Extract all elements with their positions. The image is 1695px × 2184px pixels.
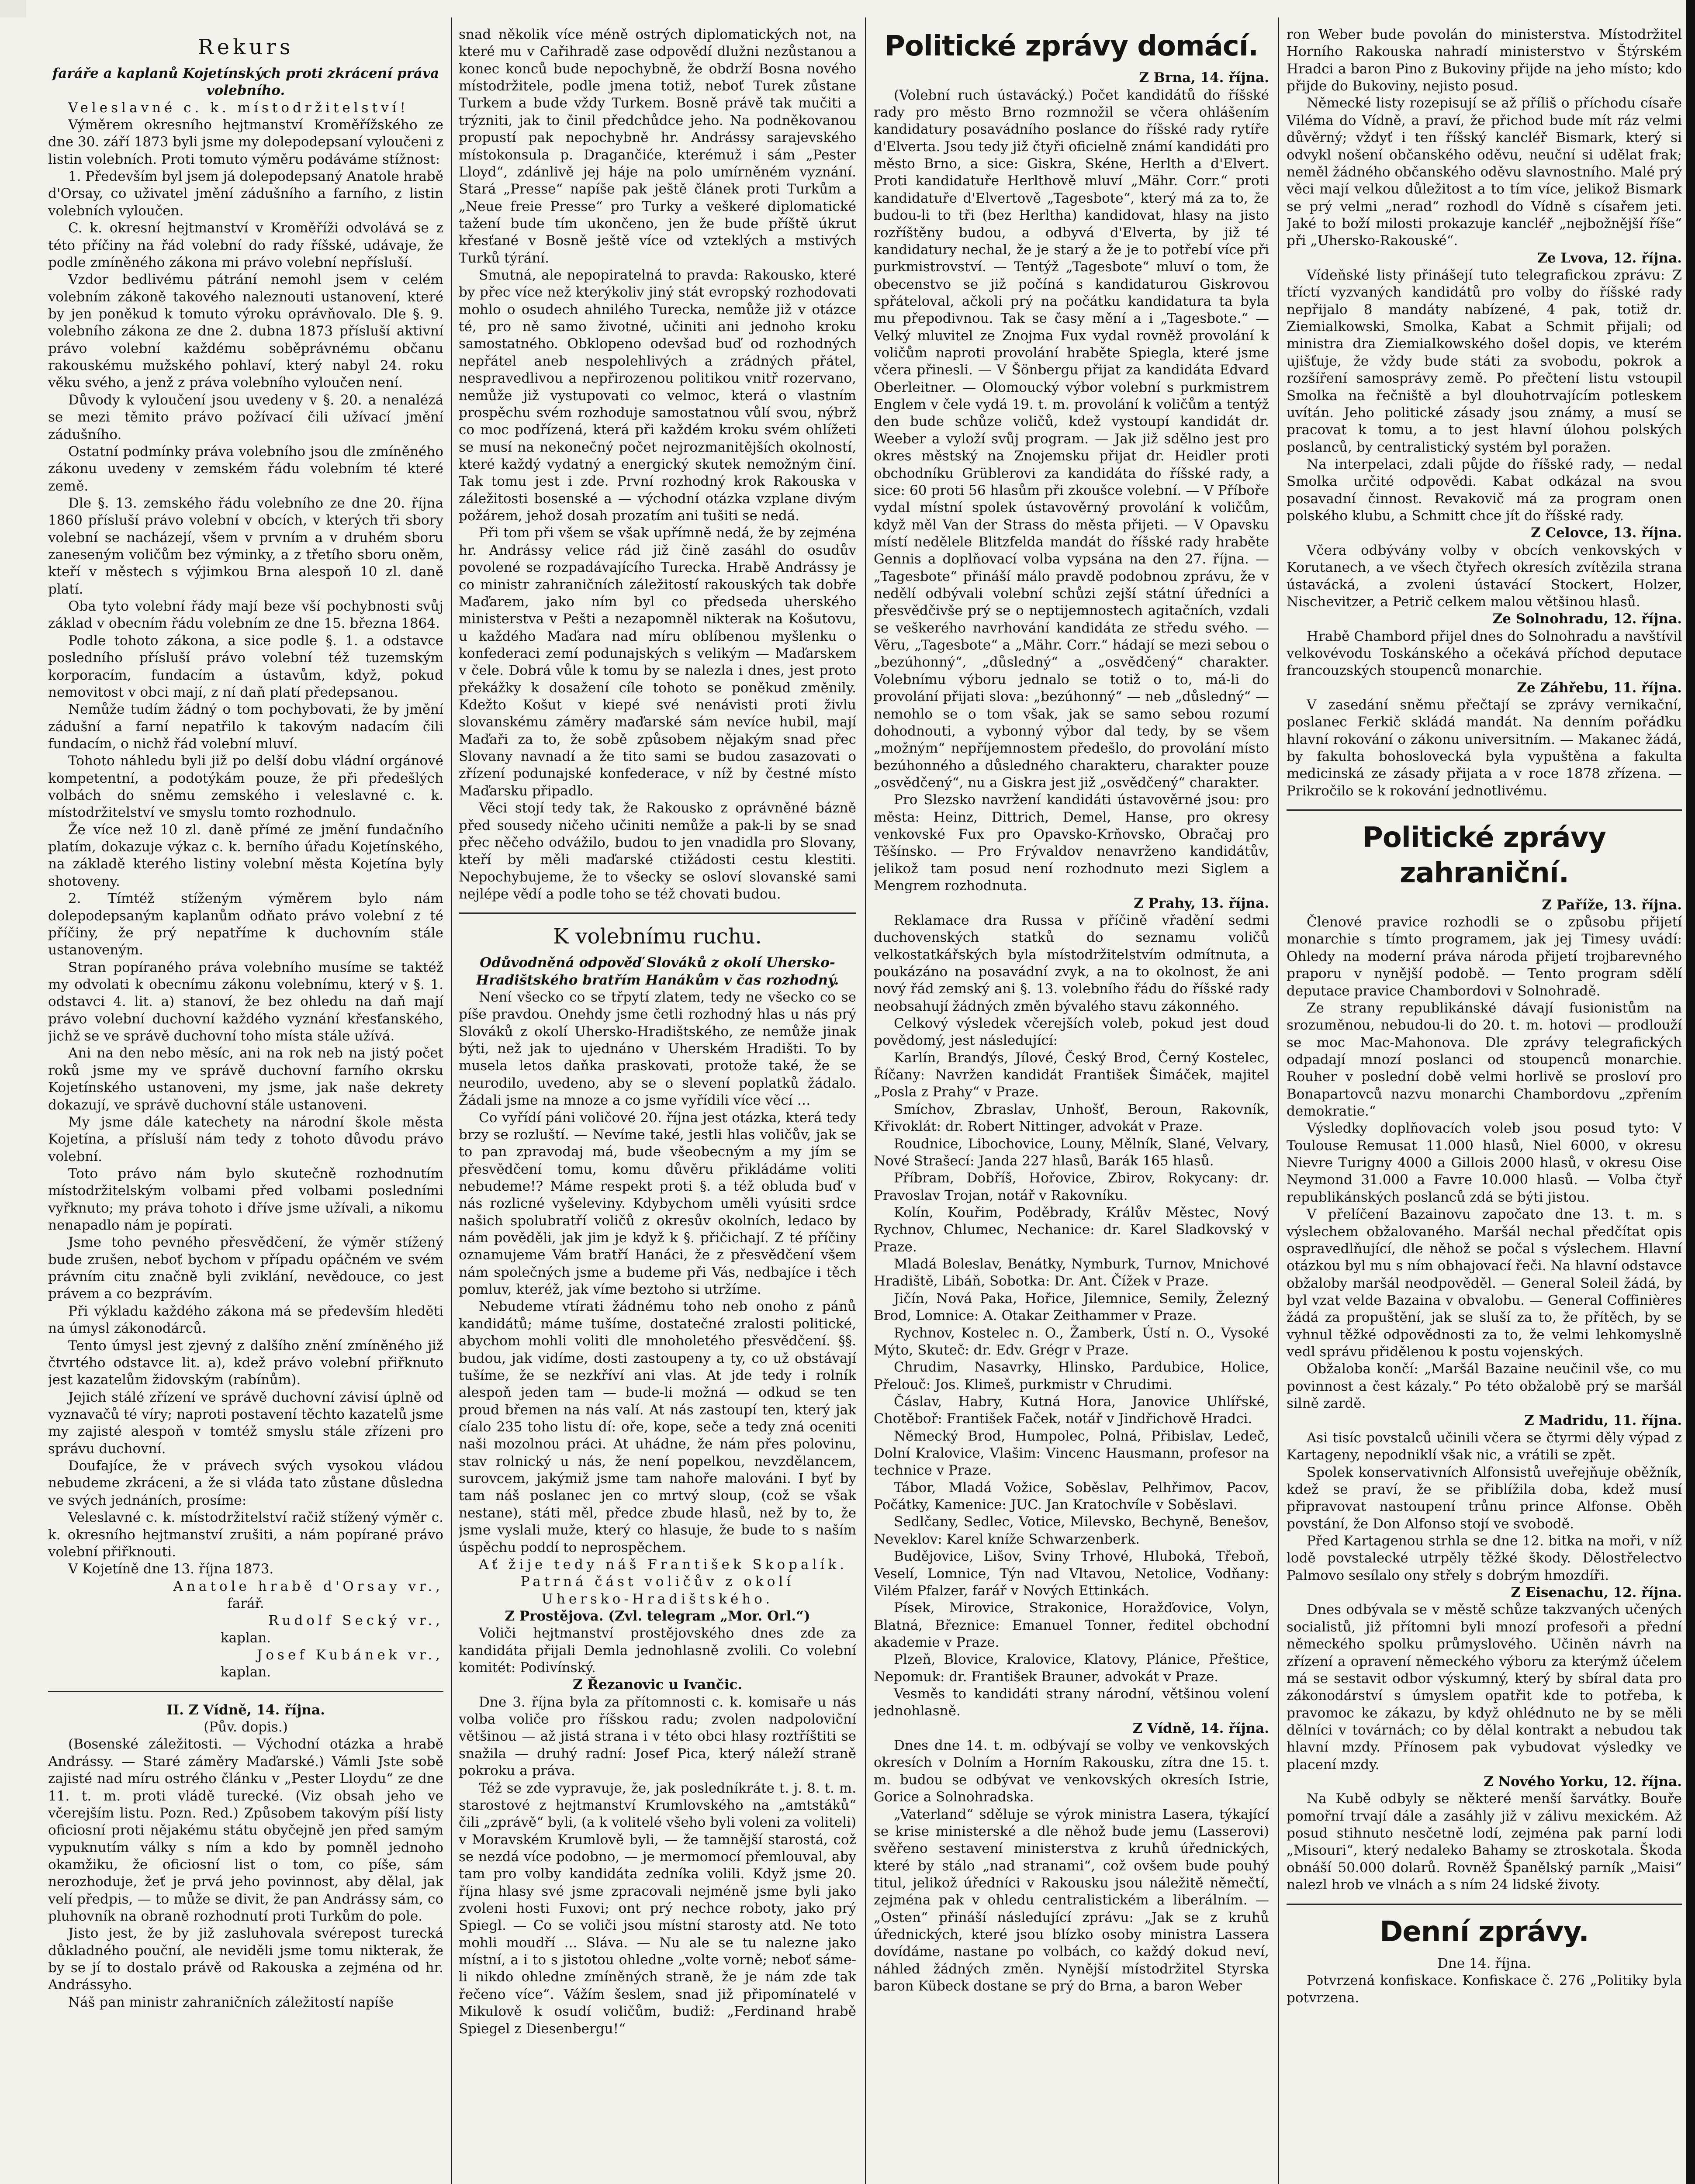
column-rule xyxy=(451,17,452,2184)
paragraph: Voliči hejtmanství prostějovského dnes zde za kandidáta přijali Demla jednohlasně zvolili. Co volební komitét: Podivínský. xyxy=(459,1625,856,1676)
paragraph: Celkový výsledek včerejších voleb, pokud jest doud povědomý, jest následující: xyxy=(874,1016,1269,1049)
divider xyxy=(48,1691,443,1692)
paragraph: Nebudeme vtírati žádnému toho neb onoho z pánů kandidátů; máme tušíme, dostatečné zralosti politické, abychom mohli voliti dle mnoholetého přesvědčení. §§. budou, jak vidíme, dosti zastoupeny a ty, co už obstávají tušíme, že se nezkříví ani vlas. At jde tedy i rolník alespoň jeden tam — bude-li možná — odkud se ten proud břemen na nás valí. At nás zastoupí ten, který jak cíalo 235 toho listu dí: oře, kope, seče a tedy zná oceniti naši mozolnou práci. At uhádne, že nám přes polovinu, stav rolnický u nás, že není popelkou, nevzdělancem, surovcem, jakýmiž jsme tam nahoře malováni. I byť by tam náš poslanec jen co mrtvý sloup, (což se však nestane), státi měl, předce zbude hlasů, než by to, že jsme vyslali muže, který co hlasuje, že bude to s naším úspěchu poddí to neprospěchem. xyxy=(459,1299,856,1555)
divider xyxy=(1287,1904,1682,1905)
column-4 xyxy=(1287,26,1682,2184)
paragraph: Dnes odbývala se v městě schůze takzvaných učených socialistů, již přítomni byli mnozí profesoři a přední německého spolku průmyslového. Učiněn návrh na zřízení a opravení německého výboru za kterýmž účelem má se sestavit odbor výskumný, který by sbíral data pro zákonodárství s úmyslem opatřit kde to potřeba, k pravomoc ke zákazu, by když ohlédnuto ne by se měli dělníci v továrnách; co by dělal kontrakt a nebudou tak hlavní mzdy. Přínosem pak vybudovat výsledky ve placení mzdy. xyxy=(1287,1602,1682,1773)
dateline: Z Brna, 14. října. xyxy=(1139,70,1269,86)
paragraph: (Volební ruch ústavácký.) Počet kandidátů do říšské rady pro město Brno rozmnožil se včera ohlášením kandidatury posavádního poslance do říšské rady rytíře d'Elverta. Jsou tedy již čtyři oficielně známí kandidáti pro město Brno, a sice: Giskra, Skéne, Herlth a d'Elvert. Proti kandidatuře Herlthově mluví „Mähr. Corr.“ proti kandidatuře d'Elvertově „Tagesbote“, který má za to, že budou-li to tři (bez Herltha) kandidovat, hlasy na jisto rozříštěny budou, a odbyvá d'Elverta, by již té kandidatury nechal, že je starý a že je to potřebí více při purkmistrovství. — Tentýž „Tagesbote“ mluví o tom, že obecenstvo se již počíná s kandidaturou Giskrovou spřáteloval, ačkoli prý na počátku kandidatura ta byla mu přepodivnou. Tak se časy mění a i „Tagesbote.“ — Velký mluvitel ze Znojma Fux vydal rovněž provolání k voličům naproti provolání hraběte Spiegla, které jsme včera přinesli. — V Šönbergu přijat za kandidáta Edvard Oberleitner. — Olomoucký výbor volební s purkmistrem Englem v čele vydá 19. t. m. provolání k voličům a tentýž den bude schůze voličů, kdež vystoupí kandidát dr. Weeber a vyloží svůj program. — Jak již sdělno jest pro okres městský na Znojemsku přijat dr. Heidler proti obchodníku Grüblerovi za kandidáta do říšské rady, a sice: 60 proti 56 hlasům při zkoušce volební. — V Příboře vydal místní spolek ústavověrný provolání k voličům, když měl Van der Strass do města přijeti. — V Opavsku místí nedělele Blitzfelda mandát do říšské rady hraběte Gennis a doplňovací volba vypsána na den 27. října. — „Tagesbote“ přináší málo pravdě podobnou zprávu, že v nedělí odbývali volební schůzi zejší státní úředníci a přesvědčivše prý se o neptijemnostech agitačních, vzdali se veškerého navrhování kandidáta ze středu svého. — Věru, „Tagesbote“ a „Mähr. Corr.“ hádají se mezi sebou o „bezúhonný“, „důsledný“ a „osvědčený“ charakter. Volebnímu výboru jednalo se totiž o to, má-li do provolání přijati slova: „bezúhonný“ — neb „důsledný“ — nemohlo se o tom však, jak se samo sebou rozumí dohodnouti, a vybonný výbor dal tedy, by se všem „možným“ nepříjemnostem předešlo, do provolání místo bezúhonného a důsledného charakteru, charakter pouze „osvědčený“, nu a Giskra jest již „osvědčený“ charakter. xyxy=(874,87,1269,791)
paragraph: Vzdor bedlivému pátrání nemohl jsem v celém volebním zákoně takového naleznouti ustanovení, které by jen poněkud k tomuto výroku oprávňovalo. Dle §. 9. volebního zákona ze dne 2. dubna 1873 přísluší aktivní právo volební každému soběprávnému občanu rakouskému mužského pohlaví, který nabyl 24. roku věku svého, a jenž z práva volebního vyloučen není. xyxy=(48,272,443,391)
paragraph: Příbram, Dobříš, Hořovice, Zbirov, Rokycany: dr. Pravoslav Trojan, notář v Rakovníku. xyxy=(874,1170,1269,1203)
dateline: Dne 14. října. xyxy=(1437,1955,1531,1971)
paragraph: Včera odbývány volby v obcích venkovských v Korutanech, a ve všech čtyřech okresích zvítězila strana ústavácká, a zvoleni ústavácí Stockert, Holzer, Nischevitzer, a Petrič celkem malou většinou hlasů. xyxy=(1287,542,1682,610)
paragraph: Dnes dne 14. t. m. odbývají se volby ve venkovských okresích v Dolním a Horním Rakousku, zítra dne 15. t. m. budou se odbývat ve venkovských okresích Istrie, Gorice a Solnohradska. xyxy=(874,1738,1269,1805)
dateline: Z Paříže, 13. října. xyxy=(1542,897,1682,913)
paragraph: Není všecko co se třpytí zlatem, tedy ne všecko co se píše pravdou. Onehdy jsme četli rozhodný hlas u nás prý Slováků z okolí Uhersko-Hradištského, ze nemůže jinak býti, než jak to ujednáno v Uherském Hradišti. To by musela letos daňka praskovati, protože také, že se neurodilo, uvedeno, aby se o slevení poplatků žádalo. Žádali jsme na mnoze a co jsme vyřídili více věcí … xyxy=(459,989,856,1109)
paragraph: Doufajíce, že v právech svých vysokou vládou nebudeme zkráceni, a že si vláda tato zůstane důsledna ve svých jednáních, prosíme: xyxy=(48,1458,443,1508)
signature-role: farář. xyxy=(227,1595,264,1611)
signature-role: kaplan. xyxy=(220,1664,271,1680)
dateline: Z Řezanovic u Ivančic. xyxy=(572,1677,743,1693)
rekurs-address: Veleslavné c. k. místodržitelství! xyxy=(68,100,409,116)
divider xyxy=(1287,809,1682,811)
dateline: V Kojetíně dne 13. října 1873. xyxy=(68,1561,274,1577)
paragraph: Německý Brod, Humpolec, Polná, Přibislav, Ledeč, Dolní Kralovice, Vlašim: Vincenc Hausmann, profesor na technice v Praze. xyxy=(874,1428,1269,1479)
paragraph: Veleslavné c. k. místodržitelství račiž stížený výměr c. k. okresního hejtmanství zrušiti, a nám popírané právo volební přiřknouti. xyxy=(48,1510,443,1560)
paragraph: Obžaloba končí: „Maršál Bazaine neučinil vše, co mu povinnost a čest kázaly.“ Po této obžalobě prý se maršál silně zardě. xyxy=(1287,1361,1682,1412)
paragraph: „Vaterland“ sděluje se výrok ministra Lasera, týkající se krise ministerské a dle něhož bude jemu (Lasserovi) svěřeno sestavení ministerstva z kruhů úřednických, které by stálo „nad stranami“, což ovšem bude pouhý titul, jelikož úředníci v Rakousku jsou náležitě němečtí, zejména pak v ohledu centralistickém a liberálním. — „Osten“ přináší následující zprávu: „Jak se z kruhů úřednických, které jsou blízko osoby ministra Lassera dovídáme, nastane po volbách, co každý dokud neví, náhled žádných změn. Nynější místodržitel Styrska baron Kübeck dostane se prý do Brna, a baron Weber xyxy=(874,1806,1269,1994)
paragraph: Jsme toho pevného přesvědčení, že výměr stížený bude zrušen, neboť bychom v případu opáčném ve svém právním citu značně byli zviklání, nevědouce, co jest právem a co bezprávím. xyxy=(48,1234,443,1302)
paragraph: Na interpelaci, zdali půjde do říšské rady, — nedal Smolka určité odpovědi. Kabat odkázal na svou posavadní činnost. Revakovič má za program onen polského klubu, a Schmitt chce jít do říšské rady. xyxy=(1287,456,1682,524)
paragraph: Karlín, Brandýs, Jílové, Český Brod, Černý Kostelec, Říčany: Navržen kandidát František Šimáček, majitel „Posla z Prahy“ v Praze. xyxy=(874,1050,1269,1100)
paragraph: Též se zde vypravuje, že, jak posledníkráte t. j. 8. t. m. starostové z hejtmanství Krumlovského na „amtstáků“ čili „zprávě“ byli, (a k volitelé všeho byli voleni za voliteli) v Moravském Krumlově byli, — že tamnější starostá, což se nezdá více podobno, — je mermomocí přemlouval, aby tam pro volby kandidáta zedníka volili. Když jsme 20. října hlasy své jsme zpracovali nejméně jsme byli jako zvoleni hosti Fuxovi; ont prý nechce roboty, jako prý Spiegl. — Co se voliči jsou místní starosty atd. Ne toto mohli moudří ... Sláva. — Nu ale se tu nalezne jako místní, a i to s jistotou ohledne „volte vorně; neboť sáme-li nikdo ohledne zmíněných straně, že je nám zde tak řečeno více“. Vážím šeslem, snad již připomínatelé v Mikulově k osudí voličům, budiž: „Ferdinand hrabě Spiegel z Diesenbergu!“ xyxy=(459,1780,856,2037)
paragraph: 1. Především byl jsem já dolepodepsaný Anatole hrabě d'Orsay, co uživatel jmění zádušního a farního, z listin volebních vyloučen. xyxy=(48,169,443,219)
paragraph: Nemůže tudím žádný o tom pochybovati, že by jmění zádušní a farní nepatřilo k takovým nadacím čili fundacím, o nichž řád volební mluví. xyxy=(48,702,443,752)
paragraph: Pro Slezsko navržení kandidáti ústavověrné jsou: pro města: Heinz, Dittrich, Demel, Hanse, pro okresy venkovské Fux pro Opavsko-Krňovsko, Obračaj pro Těšínsko. — Pro Frývaldov nenavrženo kandidátův, jelikož tam posud není rozhodnuto mezi Siglem a Mengrem rozhodnuta. xyxy=(874,792,1269,894)
paragraph: Smutná, ale nepopiratelná to pravda: Rakousko, které by přec více než kterýkoliv jiný stát evropský rozhodovati mohlo o osudech ahnilého Turecka, nemůže již v otázce té, pro ně samo životné, učiniti ani jednoho kroku samostatného. Obklopeno odevšad buď od rozhodných nepřátel aneb nespolehlivých a zrádných přátel, nespravedlivou a nepřirozenou politikou vnitř rozervano, nemůže již vystupovati co velmoc, která o vlastním prospěchu svém rozhoduje samostatnou vůlí svou, nýbrž co moc podřízená, která při každém kroku svém ohlížeti se musí na nekonečný počet nejrozmanitějších okolností, které každý vydatný a energický skutek nemožným činí. Tak tomu jest i zde. První rozhodný krok Rakouska v záležitosti bosenské a — východní otázka vzplane divým požárem, jehož dosah prozatím ani tušiti se nedá. xyxy=(459,267,856,524)
paragraph: Asi tisíc povstalců učinili včera se čtyrmi děly výpad z Kartageny, nepodniklí však nic, a vrátili se zpět. xyxy=(1287,1430,1682,1463)
paragraph: Výměrem okresního hejtmanství Kroměřížského ze dne 30. září 1873 byli jsme my dolepodepsaní vyloučeni z listin volebních. Proti tomuto výměru podáváme stížnost: xyxy=(48,117,443,167)
paragraph: V přelíčení Bazainovu započato dne 13. t. m. s výslechem obžalovaného. Maršál nechal předčítat opis ospravedlňující, dle něhož se počal s výslechem. Hlavní otázkou byl mu s ním obhajovací řeči. Na hlavní odstavce obžaloby maršál neodpověděl. — General Soleil žádá, by byl vzat velde Bazaina v obvalobu. — General Coffinières žádá za propuštění, jak se sluší za to, že přítěch, by se vyhnul těžké odpovědnosti za to, že velmi lehkomyslně vedl správu přidělenou k postu vojenských. xyxy=(1287,1206,1682,1360)
paragraph: Náš pan ministr zahraničních záležitostí napíše xyxy=(68,1994,394,2010)
section-title: K volebnímu ruchu. xyxy=(553,924,762,949)
paragraph: Před Kartagenou strhla se dne 12. bitka na moři, v níž lodě povstalecké utrpěly těžké škody. Dělostřelectvo Palmovo sesílalo ony střely s dobrým hmozdíři. xyxy=(1287,1533,1682,1583)
rekurs-heading: Rekurs xyxy=(197,35,294,59)
paragraph: Při tom při všem se však upřímně nedá, že by zejména hr. Andrássy velice rád již čině zasáhl do osudův povolené se rozpadávajícího Turecka. Hrabě Andrássy je co ministr zahraničních záležitostí rakouských tak dobře Maďarem, jako ním byl co předseda uherského ministerstva v Pešti a nezapomněl nikterak na Košutovu, u každého Maďara nad míru oblíbenou myšlenku o konfederaci zemí podunajských s velikým — Maďarskem v čele. Dobrá vůle k tomu by se nalezla i dnes, jest proto překážky k dosažení cíle tohoto se poněkud změnily. Kdežto Košut v kiepé své nenávisti proti živlu slovanskému záměry maďarské sám nevíce hubil, mají Maďaři za to, že sobě způsobem nějakým snad přec Slovany navnadí a že tito sami se budou zasazovati o zřízení podunajské konfederace, v níž by čestné místo Maďarsku připadlo. xyxy=(459,525,856,799)
column-2 xyxy=(459,26,856,2184)
dateline: Ze Lvova, 12. října. xyxy=(1537,250,1682,266)
dateline: Z Madridu, 11. října. xyxy=(1524,1413,1682,1429)
divider xyxy=(459,912,856,914)
paragraph: Rychnov, Kostelec n. O., Žamberk, Ústí n. O., Vysoké Mýto, Skuteč: dr. Edv. Grégr v Praze. xyxy=(874,1325,1269,1358)
paragraph: Vídeňské listy přinášejí tuto telegrafickou zprávu: Z tříctí vyzvaných kandidátů pro volby do říšské rady nepřijalo 8 mandáty nabízené, 4 pak, totiž dr. Ziemialkowski, Smolka, Kabat a Schmit přijali; od ministra dra Ziemialkowského došel dopis, ve kterém ujišťuje, že vždy bude státi za svobodu, pokrok a rozšíření samosprávy země. Po přečtení listu vstoupil Smolka na řečniště a byl dlouhotrvajícím potleskem uvítán. Jeho politické zásady jsou známy, a musí se pracovat k tomu, a to jest hlavní úlohou polských poslanců, by centralistický systém byl poražen. xyxy=(1287,267,1682,455)
paragraph: Ostatní podmínky práva volebního jsou dle zmíněného zákonu uvedeny v zemském řádu volebním té které země. xyxy=(48,443,443,494)
paragraph: Že více než 10 zl. daně přímé ze jmění fundačního platím, dokazuje výkaz c. k. berního úřadu Kojetínského, na základě kterého listiny volební města Kojetína byly shotoveny. xyxy=(48,822,443,889)
paragraph: Na Kubě odbyly se některé menší šarvátky. Bouře pomořní trvají dále a zasáhly již v zálivu mexickém. Až posud stihnuto nesčetně lodí, zejména pak parní lodi „Misouri“, který nedaleko Bahamy se ztroskotala. Škoda obnáší 50.000 dolarů. Rovněž Španělský parník „Maisi“ nalezl hrob ve vlnách a s ním 24 lidské životy. xyxy=(1287,1791,1682,1893)
dateline: Z Celovce, 13. října. xyxy=(1531,525,1682,541)
paragraph: 2. Tímtéž stíženým výměrem bylo nám dolepodepsaným kaplanům odňato právo volební z té příčiny, že prý nepatříme k duchovním stále ustanoveným. xyxy=(48,891,443,958)
signature: Josef Kubánek vr., xyxy=(256,1647,443,1663)
rekurs-subheading: farářе a kaplanů Kojetínských proti zkrácení práva volebního. xyxy=(52,65,439,99)
paragraph: (Bosenské záležitosti. — Východní otázka a hrabě Andrássy. — Staré záměry Maďarské.) Vámli Jste sobě zajisté nad míru ostrého článku v „Pester Lloydu“ ze dne 11. t. m. proti vládě turecké. (Viz obsah jeho ve včerejším listu. Pozn. Red.) Způsobem takovým píší listy oficiosní proti nějakému státu obyčejně jen před samým vypuknutím války s ním a kdo by pomněl jednoho okamžiku, že oficiosní list o tom, co píše, sám nerozhoduje, žeť je prvá jeho povinnost, aby dělal, jak velí předpis, — to může se divit, že pan Andrássy sám, co pluhovník na obraně rozhodnutí proti Turkům do pole. xyxy=(48,1736,443,1925)
paragraph: Jejich stálé zřízení ve správě duchovní závisí úplně od vyznavačů té víry; naproti postavení těchto kazatelů jsme my zajisté alespoň v tomtéž smyslu stále zřízeni pro správu duchovní. xyxy=(48,1389,443,1457)
paragraph: Německé listy rozepisují se až příliš o příchodu císaře Viléma do Vídně, a praví, že přichod bude mít ráz velmi důvěrný; vždyť i ten říšský kancléř Bismark, který si odvykl nošení občanského oděvu, neuční si udělat frak; neměl žádného občanského oděvu slavnostního. Malé prý věci mají velkou důležitost a to tím více, jelikož Bismark se prý velmi „nerad“ rozhodl do Vídně s císařem jeti. Jaké to boží milosti prokazuje kancléř „nejbožnější říše“ při „Uhersko-Rakouské“. xyxy=(1287,95,1682,249)
paragraph: Výsledky doplňovacích voleb jsou posud tyto: V Toulouse Remusat 11.000 hlasů, Niel 6000, v okresu Nievre Turigny 4000 a Gillois 2000 hlasů, v okresu Oise Neymond 31.000 a Favre 10.000 hlasů. — Volba čtyř republikánských poslanců zdá se býti jistou. xyxy=(1287,1120,1682,1205)
paragraph: Členové pravice rozhodli se o způsobu přijetí monarchie s tímto programem, jak jej Timesy uvádí: Ohledy na moderní práva národa přijetí trojbarevného praporu v nynější podobě. — Tento program sdělí deputace pravice Chambordovi v Solnohradě. xyxy=(1287,914,1682,999)
section-heading: Denní zprávy. xyxy=(1380,1915,1589,1948)
signature: Patrná část voličův z okolí xyxy=(520,1574,795,1590)
paragraph: Při výkladu každého zákona má se především hleděti na úmysl zákonodárců. xyxy=(48,1303,443,1337)
paragraph: Ze strany republikánské dávají fusionistům na srozuměnou, nebudou-li do 20. t. m. hotovi — prodlouží se moc Mac-Mahonova. Dle zprávy telegrafických odpadají mnozí poslanci od stoupenců monarchie. Rouher v poslední době velmi horlivě se prosloví pro Bonapartovců nazvu monarchi Chambordovu „zpřením demokratie.“ xyxy=(1287,1000,1682,1120)
paragraph: Stran popíraného práva volebního musíme se taktéž my odvolati k obecnímu zákonu volebnímu, který v §. 1. odstavci 4. lit. a) stanoví, že bez ohledu na daň mají právo volební duchovní každého vyznání křesťanského, jichž se ve správě duchovní toho místa stále užívá. xyxy=(48,959,443,1044)
paragraph: Ať žije tedy náš František Skopalík. xyxy=(479,1556,848,1572)
paragraph: Hrabě Chambord přijel dnes do Solnohradu a navštívil velkovévodu Toskánského a očekává příchod deputace francouzských stoupenců monarchie. xyxy=(1287,628,1682,679)
scan-edge xyxy=(1686,0,1695,2184)
paragraph: Toto právo nám bylo skutečně rozhodnutím místodržitelským volbami před volbami posledními vyřknuto; my práva tohoto i dříve jsme užívali, a nikomu nenapadlo nám je popírati. xyxy=(48,1165,443,1234)
column-3 xyxy=(874,26,1269,2184)
paragraph: Potvrzená konfiskace. Konfiskace č. 276 „Politiky byla potvrzena. xyxy=(1287,1973,1682,2006)
dateline-note: (Pův. dopis.) xyxy=(204,1719,288,1735)
paragraph: ron Weber bude povolán do ministerstva. Místodržitel Horního Rakouska nahradí ministerstvo v Štýrském Hradci a baron Pino z Bukoviny přijde na jeho místo; kdo přijde do Bukoviny, nejisto posud. xyxy=(1287,27,1682,94)
paragraph: Písek, Mirovice, Strakonice, Horažďovice, Volyn, Blatná, Březnice: Emanuel Tonner, ředitel obchodní akademie v Praze. xyxy=(874,1600,1269,1650)
dateline: Z Vídně, 14. října. xyxy=(1132,1720,1269,1736)
section-heading: Politické zprávy zahraniční. xyxy=(1363,822,1606,890)
paragraph: Dle §. 13. zemského řádu volebního ze dne 20. října 1860 přísluší právo volební v obcích, v kterých tři sbory volební se nacházejí, všem v prvním a v druhém sboru zaneseným voličům bez výminky, a z třetího sboru oněm, kteří v městech s výjimkou Brna alespoň 10 zl. daně platí. xyxy=(48,495,443,597)
paragraph: Věci stojí tedy tak, že Rakousko z oprávněné bázně před sousedy ničeho učiniti nemůže a pak-li by se snad přec něčeho odvážilo, budou to jen vnadidla pro Slovany, kteří by měli maďarské ctižádosti cestu klestiti. Nepochybujeme, že to všecky se osloví slovanské sami nejlépe vědí a podle toho se též chovati budou. xyxy=(459,800,856,902)
paragraph: Roudnice, Libochovice, Louny, Mělník, Slané, Velvary, Nové Strašecí: Janda 227 hlasů, Barák 165 hlasů. xyxy=(874,1136,1269,1169)
dateline: Ze Záhřebu, 11. října. xyxy=(1517,680,1682,696)
signature: Anatole hrabě d'Orsay vr., xyxy=(173,1578,443,1594)
paragraph: Co vyřídí páni voličové 20. října jest otázka, která tedy brzy se rozluští. — Nevíme také, jestli hlas voličův, jak se to pan zpravodaj má, bude všeobecným a my jím se přesvědčení tomu, komu důvěru přikládáme voliti nebudeme!? Máme respekt proti §. a též obluda buď v nás rozlicné vyšeleviny. Kdybychom uměli vyúsiti srdce našich spolubratří voličů z okresův okolních, ledaco by nám pověděli, jak jim je když k §. přičichají. Z té příčiny oznamujeme Vám bratří Hanáci, že z přesvědčení všem nám společných jsme a budeme při Vás, nedbajíce i těch pomluv, kteréž, jak víme beztoho si utržíme. xyxy=(459,1109,856,1298)
paragraph: Jisto jest, že by již zasluhovala svérepost turecká důkladného pouční, ale neviděli jsme tomu nikterak, že by se jí to dostalo právě od Rakouska a zejména od hr. Andrássyho. xyxy=(48,1925,443,1993)
paragraph: Smíchov, Zbraslav, Unhošť, Beroun, Rakovník, Křivoklát: dr. Robert Nittinger, advokát v Praze. xyxy=(874,1101,1269,1135)
paragraph: Chrudim, Nasavrky, Hlinsko, Pardubice, Holice, Přelouč: Jos. Klimeš, purkmistr v Chrudimi. xyxy=(874,1359,1269,1393)
signature: Uhersko-Hradištského. xyxy=(541,1591,774,1607)
paragraph: Oba tyto volební řády mají beze vší pochybnosti svůj základ v obecním řádu volebním ze dne 15. března 1864. xyxy=(48,598,443,632)
column-1 xyxy=(48,26,443,2184)
dateline: Z Nového Yorku, 12. října. xyxy=(1484,1774,1682,1790)
paragraph: Tohoto náhledu byli již po delší dobu vládní orgánové kompetentní, a podotýkám pouze, že při předešlých volbách do sněmu zemského i veleslavné c. k. místodržitelství ve smyslu tomto rozhodnulo. xyxy=(48,753,443,821)
paragraph: Ani na den nebo měsíc, ani na rok neb na jistý počet roků jsme my ve správě duchovní farního okrsku Kojetínského ustanoveni, my jsme, jak naše dekrety dokazují, ve správě duchovní stále ustanoveni. xyxy=(48,1045,443,1113)
paragraph: Tábor, Mladá Vožice, Soběslav, Pelhřimov, Pacov, Počátky, Kamenice: JUC. Jan Kratochvíle v Soběslavi. xyxy=(874,1479,1269,1513)
paragraph: Tento úmysl jest zjevný z dalšího znění zmíněného již čtvrtého odstavce lit. a), kdež právo volební přiřknuto jest kazatelům židovským (rabínům). xyxy=(48,1337,443,1388)
paragraph: Podle tohoto zákona, a sice podle §. 1. a odstavce posledního přísluší právo volební též tuzemským korporacím, fundacím a ústavům, když, pokud nemovitost v obci mají, z ní daň platí předepsanou. xyxy=(48,632,443,700)
signature: Rudolf Secký vr., xyxy=(268,1613,443,1629)
dateline: Z Eisenachu, 12. října. xyxy=(1511,1585,1682,1601)
signature-role: kaplan. xyxy=(220,1630,271,1646)
dateline: Ze Solnohradu, 12. října. xyxy=(1492,611,1682,627)
paragraph: Jičín, Nová Paka, Hořice, Jilemnice, Semily, Železný Brod, Lomnice: A. Otakar Zeithammer v Praze. xyxy=(874,1290,1269,1324)
paragraph: Důvody k vyloučení jsou uvedeny v §. 20. a nenalézá se mezi těmito právo požívací čili užívací jmění zádušního. xyxy=(48,392,443,442)
paragraph: Sedlčany, Sedlec, Votice, Milevsko, Bechyně, Benešov, Neveklov: Karel kníže Schwarzenberk. xyxy=(874,1514,1269,1547)
paragraph: Reklamace dra Russa v příčině vřadění sedmi duchovenských statků do seznamu voličů velkostatkářských byla místodržitelstvím odmítnuta, a poukázáno na posavádní zvyk, a na to okolnost, že ani nový řád zemský ani §. 13. volebního řádu do říšské rady neobsahují žádných změn bývalého stavu zákonného. xyxy=(874,912,1269,1014)
scan-corner xyxy=(0,0,26,17)
section-heading: Politické zprávy domácí. xyxy=(884,30,1259,62)
column-rule xyxy=(1278,17,1279,2184)
dateline: Z Prostějova. (Zvl. telegram „Mor. Orl.“) xyxy=(505,1608,810,1624)
paragraph: Vesměs to kandidáti strany národní, většinou volení jednohlasně. xyxy=(874,1686,1269,1719)
paragraph: snad několik více méně ostrých diplomatických not, na které mu v Cařihradě zase odpovědí dlužni nezůstanou a konec konců bude nepochybně, že obdrží Bosna nového místodržitele, podle jmena totiž, neboť Turek zůstane Turkem a bude vždy Turkem. Bosně právě tak mučiti a trýzniti, jak to činil předchůdce jeho. Na podněkovanou propustí pak nepochybně hr. Andrássy sarajevského místokonsula p. Dragančiće, kterémuž i sám „Pester Lloyd“, zdánlivě jej háje na polo umírněném vyznání. Stará „Presse“ napíše pak ještě článek proti Turkům a „Neue freie Presse“ pro Turky a veškeré diplomatické tažení bude tím ukončeno, jen že bude příště úkrut křesťané v Bosně ještě více od vzteklých a mstivých Turků týrání. xyxy=(459,27,856,266)
dateline: Z Prahy, 13. října. xyxy=(1134,895,1269,911)
paragraph: Mladá Boleslav, Benátky, Nymburk, Turnov, Mnichové Hradiště, Libáň, Sobotka: Dr. Ant. Čížek v Praze. xyxy=(874,1256,1269,1289)
paragraph: Čáslav, Habry, Kutná Hora, Janovice Uhlířské, Chotěboř: František Faček, notář v Jindřichově Hradci. xyxy=(874,1393,1269,1427)
paragraph: Dne 3. října byla za přítomnosti c. k. komisaře u nás volba voliče pro říšskou radu; zvolen nadpoloviční většinou — až jistá strana i v této obci hlasy roztříštiti se snažila — druhý radní: Josef Pica, který náleží straně pokroku a práva. xyxy=(459,1694,856,1779)
paragraph: Kolín, Kouřim, Poděbrady, Králův Městec, Nový Rychnov, Chlumec, Nechanice: dr. Karel Sladkovský v Praze. xyxy=(874,1204,1269,1255)
paragraph: V zasedání sněmu přečtají se zprávy vernikační, poslanec Ferkič skládá mandát. Na denním pořádku hlavní rokování o zákonu universitním. — Makanec žádá, by fakulta bohoslovecká byla vypuštěna a fakulta medicinská ze zásady přijata a v roce 1878 zřízena. — Prikročilo se k rokování jednotlivému. xyxy=(1287,697,1682,799)
paragraph: Spolek konservativních Alfonsistů uveřejňuje oběžník, kdež se praví, že se přiblížila doba, kdež musí připravovat nastoupení trůnu prince Alfonse. Oběh povstání, že Don Alfonso stojí ve svobodě. xyxy=(1287,1464,1682,1532)
article-kicker: Odůvodněná odpověď Slováků z okolí Uhersko-Hradištského bratřím Hanákům v čas rozhodný. xyxy=(476,955,839,988)
paragraph: C. k. okresní hejtmanství v Kroměříži odvolává se z této příčiny na řád volební do rady říšské, udávaje, že podle zmíněného zákona mi právo volební nepřísluší. xyxy=(48,220,443,270)
paragraph: Plzeň, Blovice, Kralovice, Klatovy, Plánice, Přeštice, Nepomuk: dr. František Brauner, advokát v Praze. xyxy=(874,1652,1269,1685)
column-rule xyxy=(865,17,866,2184)
paragraph: Budějovice, Lišov, Sviny Trhové, Hluboká, Třeboň, Veselí, Lomnice, Týn nad Vltavou, Netolice, Vodňany: Vilém Pfalzer, farář v Nových Ettinkách. xyxy=(874,1548,1269,1599)
dateline: II. Z Vídně, 14. října. xyxy=(166,1702,325,1718)
paragraph: My jsme dále katechety na národní škole města Kojetína, a přísluší nám tedy z tohoto důvodu právo volební. xyxy=(48,1114,443,1165)
